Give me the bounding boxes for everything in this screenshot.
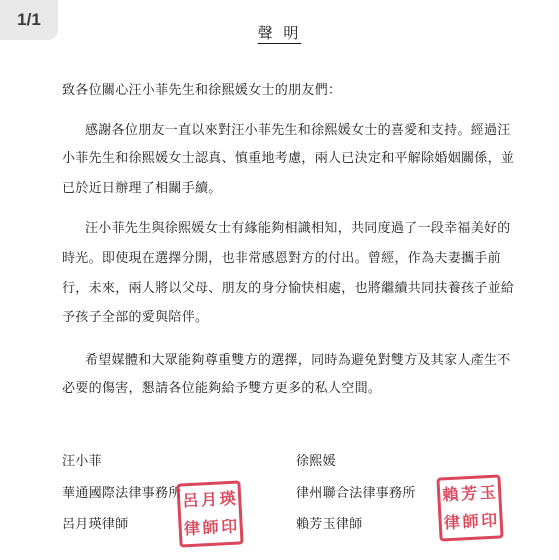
paragraph-3-line-2: 必要的傷害，懇請各位能夠給予雙方更多的私人空間。	[62, 381, 382, 396]
paragraph-2-line-1: 汪小菲先生與徐熙媛女士有緣能夠相識相知，共同度過了一段幸福美好的	[85, 221, 511, 236]
signatory-left-firm: 華通國際法律事務所	[62, 486, 182, 501]
page-counter-text: 1/1	[17, 10, 41, 29]
paragraph-1-line-3: 已於近日辦理了相關手續。	[62, 181, 222, 196]
salutation: 致各位關心汪小菲先生和徐熙媛女士的朋友們：	[62, 83, 342, 98]
signatory-right-seal: 賴 芳 玉 律 師 印	[436, 474, 503, 541]
signatory-left-seal: 呂 月 瑛 律 師 印	[176, 480, 243, 547]
paragraph-1-line-1: 感謝各位朋友一直以來對汪小菲先生和徐熙媛女士的喜愛和支持。經過汪	[85, 123, 511, 138]
signatory-right-lawyer: 賴芳玉律師	[296, 517, 363, 532]
paragraph-2-line-4: 予孩子全部的愛與陪伴。	[62, 310, 209, 325]
paragraph-1-line-2: 小菲先生和徐熙媛女士認真、慎重地考慮，兩人已決定和平解除婚姻關係，並	[62, 151, 515, 166]
signatory-left-name: 汪小菲	[62, 454, 102, 469]
signatory-right-name: 徐熙媛	[296, 454, 336, 469]
signatory-left-lawyer: 呂月瑛律師	[62, 517, 129, 532]
paragraph-2-line-3: 行，未來，兩人將以父母、朋友的身分愉快相處，也將繼續共同扶養孩子並給	[62, 281, 515, 296]
signatory-right-firm: 律州聯合法律事務所	[296, 486, 416, 501]
paragraph-2-line-2: 時光。即使現在選擇分開，也非常感恩對方的付出。曾經，作為夫妻攜手前	[62, 251, 501, 266]
document-title: 聲 明	[257, 24, 302, 42]
paragraph-3-line-1: 希望媒體和大眾能夠尊重雙方的選擇，同時為避免對雙方及其家人產生不	[85, 353, 511, 368]
